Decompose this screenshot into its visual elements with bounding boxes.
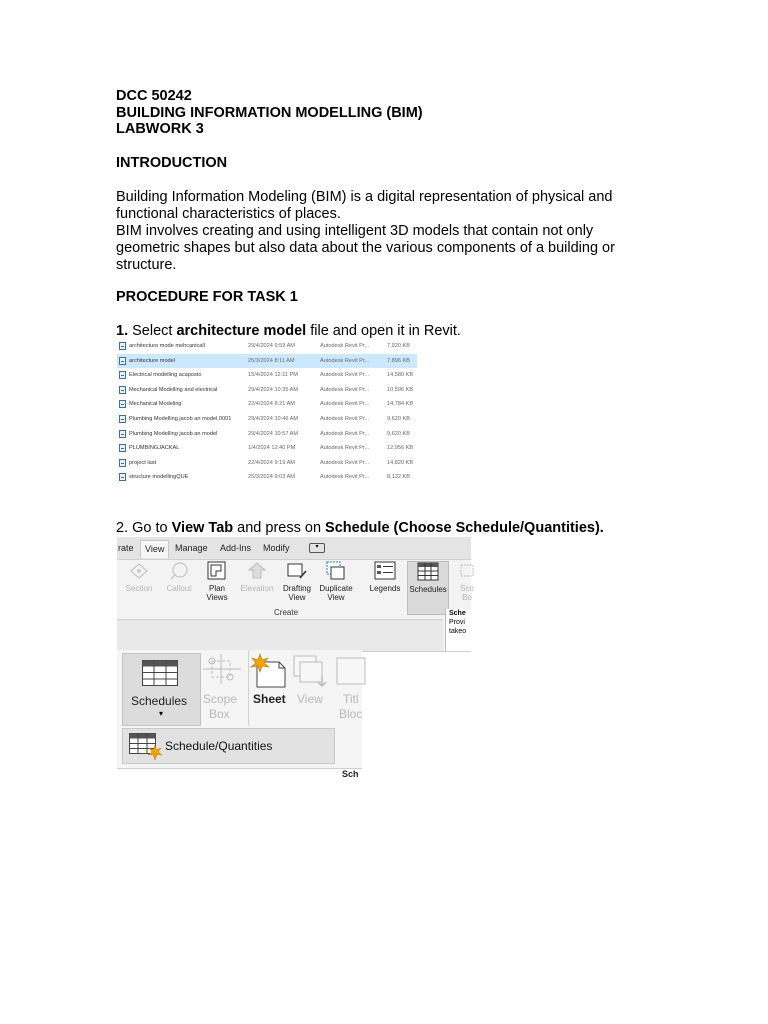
intro-line: structure. [116,257,177,273]
tooltip-title: Sche [449,610,466,617]
tab-collaborate[interactable]: rate [118,543,134,553]
tab-add-ins[interactable]: Add-Ins [220,543,252,553]
tool-label: Section [125,584,153,593]
file-date: 29/4/2024 10:57 AM [248,430,299,437]
course-code: DCC 50242 [116,88,192,104]
elevation-icon [246,561,268,581]
intro-line: BIM involves creating and using intelligent 3D models that contain not only [116,223,594,239]
file-row[interactable] [117,456,417,470]
course-name: BUILDING INFORMATION MODELLING (BIM) [116,105,423,121]
view-label: View [297,692,323,706]
sheet-icon[interactable] [251,654,289,688]
file-name: PLUMBINGJACKAL [129,445,180,452]
revit-file-icon [119,415,126,423]
callout-icon [168,561,190,581]
revit-file-icon [119,357,126,365]
file-row[interactable] [117,412,417,426]
file-size: 7,896 KB [387,357,411,364]
file-name: project last [129,459,157,466]
ribbon-tool-section[interactable] [119,561,159,613]
file-row[interactable] [117,441,417,455]
file-size: 12,956 KB [387,445,414,452]
schedules-tooltip [445,609,475,651]
tool-label: View [327,593,345,602]
step-1-text: 1. Select architecture model file and open it in Revit. [116,323,461,339]
file-name: architecture model [129,357,176,364]
revit-file-icon [119,473,126,481]
file-date: 25/3/2024 9:03 AM [248,474,295,481]
file-size: 9,620 KB [387,416,411,422]
introduction-heading: INTRODUCTION [116,155,228,171]
ribbon-tool-schedules[interactable] [407,561,449,615]
file-size: 8,132 KB [387,474,411,481]
file-date: 29/4/2024 10:35 AM [248,386,299,393]
file-date: 22/4/2024 8:21 AM [248,401,295,408]
file-date: 22/4/2024 9:19 AM [248,459,295,466]
ribbon-lower-area [117,620,443,651]
schedule-quantities-label: Schedule/Quantities [165,739,273,753]
step-2-text: 2. Go to View Tab and press on Schedule (Choose Schedule/Quantities). [116,520,604,536]
legends-icon [374,561,396,581]
file-type: Autodesk Revit Pr... [320,445,370,452]
file-type: Autodesk Revit Pr... [320,401,370,408]
procedure-heading: PROCEDURE FOR TASK 1 [116,289,298,305]
file-row[interactable] [117,368,417,382]
panel-divider [248,650,249,726]
revit-file-icon [119,400,126,408]
tool-label: Sco [460,584,474,593]
tool-label: Legends [369,584,401,593]
scope-box-icon [456,561,478,581]
file-row[interactable] [117,470,417,484]
chevron-down-icon: ▾ [159,709,164,718]
tool-label: View [288,593,306,602]
tab-view[interactable]: View [140,540,169,558]
file-name: Mechanical Modelling and electrical [129,386,218,393]
schedule-emphasis: Schedule (Choose Schedule/Quantities). [325,520,604,536]
file-row[interactable] [117,383,417,397]
tooltip-line: Provi [449,619,465,626]
file-size: 10,596 KB [387,386,414,393]
title-block-label: Bloc [339,707,363,721]
revit-ribbon-screenshot [117,537,474,652]
file-name: Mechanical Modeling [129,401,182,408]
step-1-emphasis: architecture model [176,323,307,339]
tool-label: Bo [462,593,472,602]
file-size: 14,784 KB [387,401,414,408]
ribbon-tool-legends[interactable] [365,561,405,613]
file-list-screenshot [117,339,417,487]
file-size: 9,620 KB [387,430,411,437]
schedule-quantities-icon [129,733,165,761]
duplicate-view-icon [325,561,347,581]
schedules-icon [417,562,439,582]
scope-box-label: Scope [203,692,238,706]
drafting-view-icon [286,561,308,581]
quick-access-dropdown-icon[interactable]: ▾ [309,543,325,553]
file-name: architecture mode mehcanicall [129,343,205,349]
title-block-icon [335,656,365,686]
tool-label: Drafting [282,584,311,593]
ribbon-lower-strip [117,768,362,779]
file-row[interactable] [117,397,417,411]
scope-box-label: Box [209,707,230,721]
section-icon [128,561,150,581]
schedules-label: Schedules [131,694,188,708]
ribbon-tool-drafting[interactable] [277,561,317,613]
scope-box-icon [203,654,241,684]
revit-file-icon [119,444,126,452]
schedule-quantities-menu-item[interactable] [122,728,335,764]
revit-file-icon [119,371,126,379]
sheet-label: Sheet [253,692,286,706]
view-tab-emphasis: View Tab [171,520,234,536]
ribbon-tool-duplicate[interactable] [316,561,356,613]
file-date: 15/4/2024 12:11 PM [248,372,298,379]
tab-modify[interactable]: Modify [263,543,290,553]
intro-line: functional characteristics of places. [116,206,341,222]
file-type: Autodesk Revit Pr... [320,357,370,364]
file-type: Autodesk Revit Pr... [320,386,370,393]
ribbon-tool-plan[interactable] [197,561,237,613]
tool-label: Schedules [409,585,447,594]
ribbon-tab-bar [117,537,471,560]
file-type: Autodesk Revit Pr... [320,430,370,437]
tool-label: Duplicate [319,584,353,593]
file-date: 25/3/2024 8:11 AM [248,357,295,364]
tool-label: Views [206,593,228,602]
labwork-title: LABWORK 3 [116,121,204,137]
tab-manage[interactable]: Manage [175,543,208,553]
tooltip-line: takeo [449,628,467,635]
revit-file-icon [119,459,126,467]
revit-file-icon [119,386,126,394]
file-size: 14,580 KB [387,372,414,379]
file-row[interactable] [117,339,417,353]
file-row[interactable] [117,427,417,441]
file-name: Plumbing Modelling jacob an model [129,430,218,437]
file-name: structure modellingQUE [129,474,189,481]
schedules-button[interactable] [122,653,201,726]
tool-label: Plan [208,584,225,593]
ribbon-tool-callout[interactable] [159,561,199,613]
intro-line: Building Information Modeling (BIM) is a digital representation of physical and [116,189,613,205]
file-type: Autodesk Revit Pr... [320,474,370,481]
view-icon [292,654,330,688]
file-name: Electrical modelling acaposto [129,372,202,379]
title-block-label: Titl [343,692,359,706]
file-type: Autodesk Revit Pr... [320,372,370,379]
file-size: 14,820 KB [387,459,414,466]
schedules-dropdown-screenshot [117,650,362,778]
file-type: Autodesk Revit Pr... [320,416,370,422]
file-size: 7,920 KB [387,343,411,349]
tool-label: Callout [166,584,192,593]
file-date: 29/4/2024 10:46 AM [248,416,299,422]
file-date: 29/4/2024 9:59 AM [248,343,295,349]
file-date: 1/4/2024 12:40 PM [248,445,296,452]
revit-file-icon [119,342,126,350]
ribbon-tool-elevation[interactable] [237,561,277,613]
file-row[interactable] [117,354,417,368]
plan-views-icon [206,561,228,581]
file-type: Autodesk Revit Pr... [320,343,370,349]
revit-file-icon [119,430,126,438]
tooltip-fragment: Sch [342,769,359,779]
intro-line: geometric shapes but also data about the various components of a building or [116,240,615,256]
schedules-icon [142,660,178,686]
ribbon-tool-sco[interactable] [447,561,487,613]
tool-label: Elevation [240,584,274,593]
introduction-paragraph [116,189,656,274]
create-group-label: Create [274,608,299,617]
file-type: Autodesk Revit Pr... [320,459,370,466]
file-name: Plumbing Modelling jacob an model.0001 [129,416,232,422]
step-1-number: 1. [116,323,129,339]
